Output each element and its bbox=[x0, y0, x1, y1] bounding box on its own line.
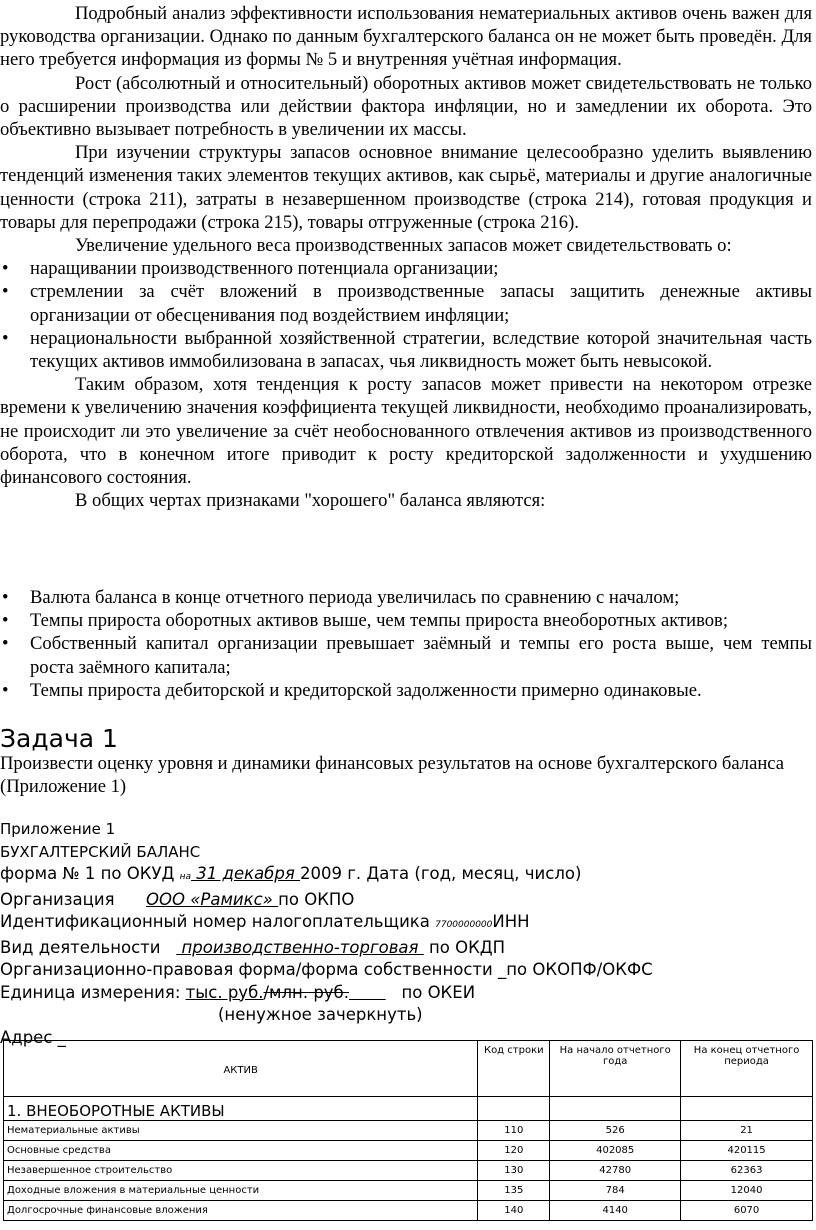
row-code: 110 bbox=[478, 1121, 550, 1141]
section-title: 1. ВНЕОБОРОТНЫЕ АКТИВЫ bbox=[4, 1097, 478, 1121]
paragraph: Рост (абсолютный и относительный) оборотных активов может свидетельствовать не только о расширении производства или действии фактора инфляции, но и замедлении их оборота. Это объективно вызывает потребность в увеличении их массы. bbox=[0, 72, 812, 141]
bullet-list bbox=[0, 257, 812, 373]
row-name: Долгосрочные финансовые вложения bbox=[4, 1201, 478, 1221]
row-code: 120 bbox=[478, 1141, 550, 1161]
row-start: 526 bbox=[550, 1121, 681, 1141]
bullet-icon: • bbox=[2, 633, 9, 655]
task-text: Произвести оценку уровня и динамики финансовых результатов на основе бухгалтерского баланса (Приложение 1) bbox=[0, 753, 785, 798]
list-item: • Темпы прироста оборотных активов выше, чем темпы прироста внеоборотных активов; bbox=[2, 610, 729, 632]
column-header: АКТИВ bbox=[4, 1041, 478, 1097]
bullet-icon: • bbox=[2, 327, 9, 349]
row-end: 12040 bbox=[681, 1181, 813, 1201]
row-code: 140 bbox=[478, 1201, 550, 1221]
list-item: • Валюта баланса в конце отчетного периода увеличилась по сравнению с началом; bbox=[2, 587, 680, 608]
table-row bbox=[4, 1121, 813, 1141]
organization-line: Организация ООО «Рамикс» по ОКПО bbox=[0, 889, 355, 909]
table-row bbox=[4, 1181, 813, 1201]
list-item: • Темпы прироста дебиторской и кредиторской задолженности примерно одинаковые. bbox=[2, 679, 702, 701]
bullet-icon: • bbox=[2, 258, 9, 280]
task-heading: Задача 1 bbox=[0, 724, 118, 753]
bullet-list bbox=[0, 586, 812, 702]
paragraph: В общих чертах признаками "хорошего" баланса являются: bbox=[75, 490, 546, 512]
row-name: Доходные вложения в материальные ценности bbox=[4, 1181, 478, 1201]
row-start: 42780 bbox=[550, 1161, 681, 1181]
row-name: Незавершенное строительство bbox=[4, 1161, 478, 1181]
balance-form-header bbox=[0, 818, 812, 1049]
intro-section bbox=[0, 2, 812, 512]
bullet-icon: • bbox=[2, 281, 9, 303]
row-start: 784 bbox=[550, 1181, 681, 1201]
list-item: • наращивании производственного потенциала организации; bbox=[2, 258, 499, 280]
strike-note: (ненужное зачеркнуть) bbox=[218, 1005, 423, 1024]
list-item: • нерациональности выбранной хозяйственной стратегии, вследствие которой значительная часть текущих активов иммобилизована в запасах, чья ликвидность может быть невысокой. bbox=[2, 327, 812, 373]
row-end: 62363 bbox=[681, 1161, 813, 1181]
bullet-icon: • bbox=[2, 587, 9, 608]
inn-line: Идентификационный номер налогоплательщика 7700000000ИНН bbox=[0, 912, 530, 931]
activity-line: Вид деятельности производственно-торговая по ОКДП bbox=[0, 937, 506, 957]
appendix-label: Приложение 1 bbox=[0, 820, 116, 838]
unit-line: Единица измерения: тыс. руб./млн. руб. по ОКЕИ bbox=[0, 982, 476, 1002]
column-header: Код строки bbox=[478, 1041, 550, 1097]
row-start: 4140 bbox=[550, 1201, 681, 1221]
paragraph: При изучении структуры запасов основное внимание целесообразно уделить выявлению тенденций изменения таких элементов текущих активов, как сырьё, материалы и другие аналогичные ценности (строка 211), затраты в незавершенном производстве (строка 214), готовая продукция и товары для перепродажи (строка 215), товары отгруженные (строка 216). bbox=[0, 142, 812, 233]
address-line: Адрес _ bbox=[0, 1027, 66, 1047]
table-header-row bbox=[4, 1041, 813, 1097]
row-code: 135 bbox=[478, 1181, 550, 1201]
list-item: • Собственный капитал организации превышает заёмный и темпы его роста выше, чем темпы роста заёмного капитала; bbox=[2, 633, 812, 678]
column-header: На начало отчетного года bbox=[550, 1041, 681, 1097]
form-title: БУХГАЛТЕРСКИЙ БАЛАНС bbox=[0, 842, 201, 861]
balance-table bbox=[3, 1040, 813, 1221]
good-balance-section bbox=[0, 586, 812, 702]
row-end: 21 bbox=[681, 1121, 813, 1141]
ownership-line: Организационно-правовая форма/форма собственности _по ОКОПФ/ОКФС bbox=[0, 960, 653, 979]
column-header: На конец отчетного периода bbox=[681, 1041, 813, 1097]
list-item: • стремлении за счёт вложений в производственные запасы защитить денежные активы организации от обесценивания под воздействием инфляции; bbox=[2, 281, 812, 326]
bullet-icon: • bbox=[2, 610, 9, 632]
section-row bbox=[4, 1097, 813, 1121]
table-row bbox=[4, 1201, 813, 1221]
row-name: Основные средства bbox=[4, 1141, 478, 1161]
row-end: 420115 bbox=[681, 1141, 813, 1161]
row-name: Нематериальные активы bbox=[4, 1121, 478, 1141]
paragraph: Таким образом, хотя тенденция к росту запасов может привести на некотором отрезке времени к увеличению значения коэффициента текущей ликвидности, необходимо проанализировать, не происходит ли это увеличение за счёт необоснованного отвлечения активов из производственного оборота, что в конечном итоге приводит к росту кредиторской задолженности и ухудшению финансового состояния. bbox=[0, 374, 812, 489]
table-row bbox=[4, 1161, 813, 1181]
table-row bbox=[4, 1141, 813, 1161]
okud-line: форма № 1 по ОКУД на 31 декабря 2009 г. Дата (год, месяц, число) bbox=[0, 864, 582, 883]
paragraph: Подробный анализ эффективности использования нематериальных активов очень важен для руководства организации. Однако по данным бухгалтерского баланса он не может быть проведён. Для него требуется информация из формы № 5 и внутренняя учётная информация. bbox=[0, 3, 812, 71]
bullet-icon: • bbox=[2, 679, 9, 701]
paragraph: Увеличение удельного веса производственных запасов может свидетельствовать о: bbox=[75, 235, 732, 257]
row-start: 402085 bbox=[550, 1141, 681, 1161]
row-end: 6070 bbox=[681, 1201, 813, 1221]
row-code: 130 bbox=[478, 1161, 550, 1181]
